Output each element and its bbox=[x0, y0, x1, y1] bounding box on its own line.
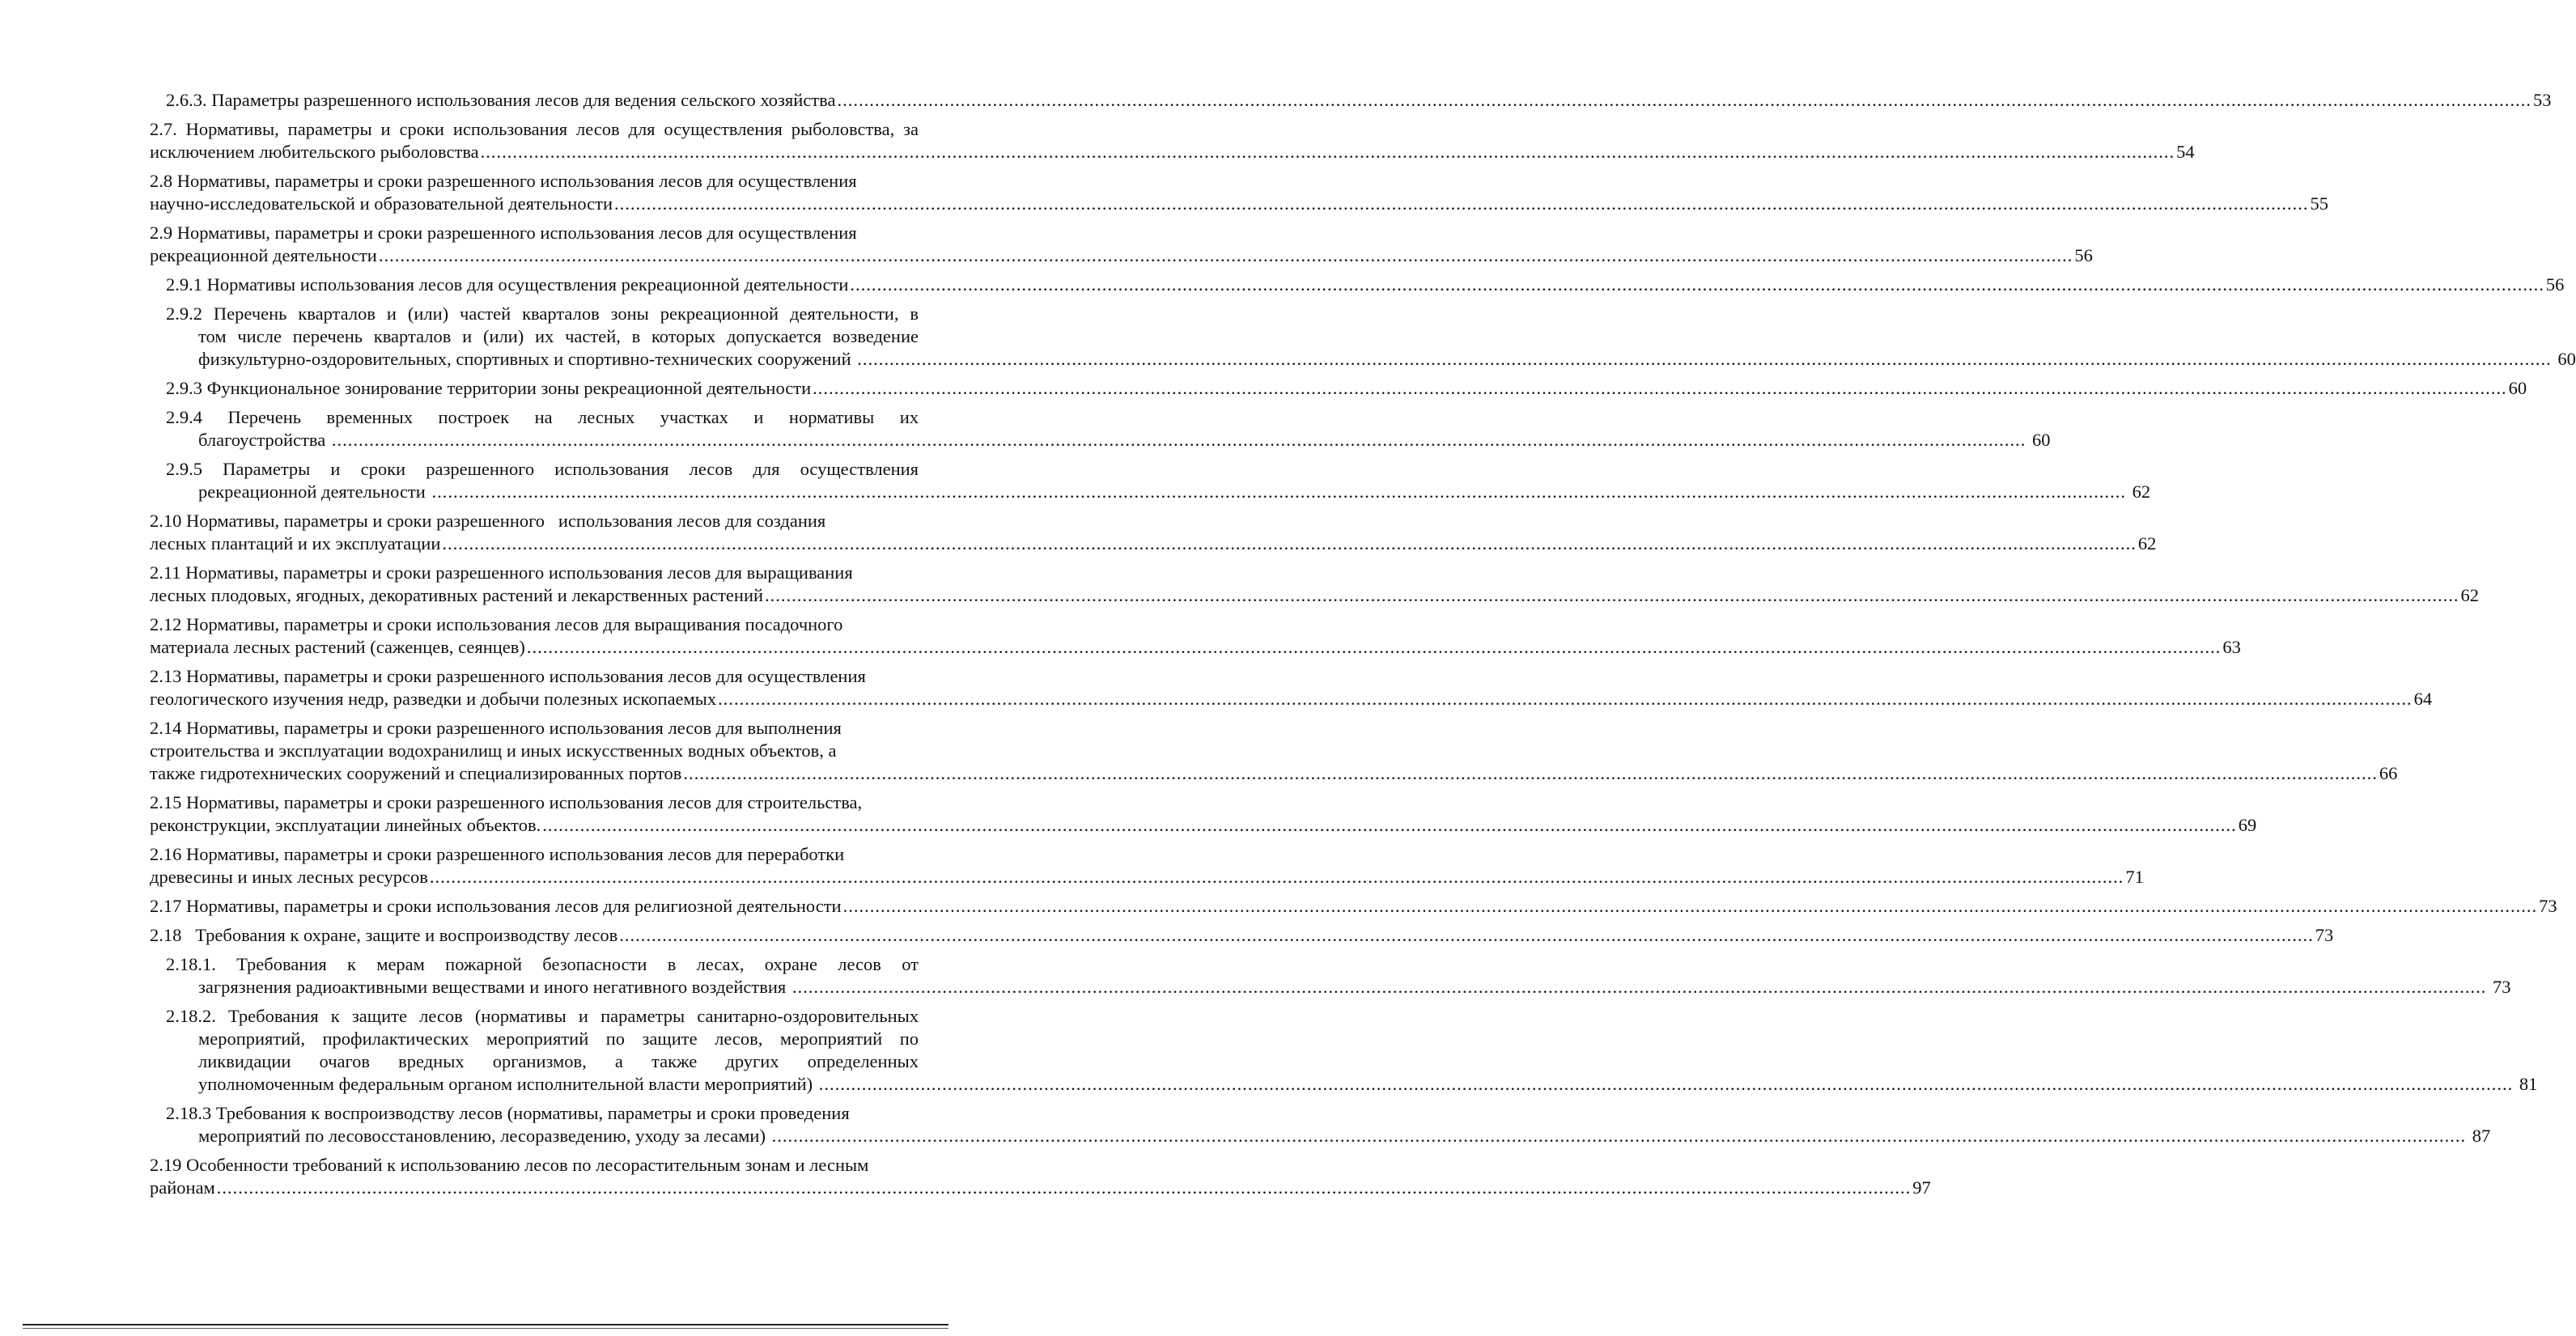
dot-leader bbox=[379, 244, 2073, 267]
dot-leader bbox=[217, 1177, 1912, 1199]
toc-entry-title-continued: геологического изучения недр, разведки и добычи полезных ископаемых bbox=[150, 689, 717, 709]
toc-entry-title: 2.17 Нормативы, параметры и сроки использования лесов для религиозной деятельности bbox=[150, 896, 842, 916]
toc-entry-last-line bbox=[150, 532, 2157, 555]
toc-entry-last-line bbox=[166, 89, 2552, 112]
toc-entry-last-line bbox=[150, 762, 2398, 785]
toc-entry[interactable] bbox=[150, 843, 2144, 889]
toc-entry-title-continued: реконструкции, эксплуатации линейных объектов. bbox=[150, 815, 541, 835]
toc-page-number: 55 bbox=[2310, 193, 2329, 214]
toc-entry-last-line bbox=[166, 481, 2151, 503]
toc-page-number: 73 bbox=[2315, 925, 2334, 945]
toc-entry-title-continued: мероприятий, профилактических мероприятий по защите лесов, мероприятий по bbox=[198, 1029, 919, 1049]
dot-leader bbox=[332, 430, 2026, 450]
toc-entry-last-line bbox=[166, 1125, 2491, 1147]
toc-entry-last-line bbox=[150, 814, 2257, 837]
toc-entry-title-continued: лесных плодовых, ягодных, декоративных растений и лекарственных растений bbox=[150, 585, 764, 605]
toc-page-number: 87 bbox=[2472, 1126, 2491, 1146]
dot-leader bbox=[614, 193, 2309, 215]
dot-leader bbox=[527, 636, 2222, 659]
toc-entry-title-continued: древесины и иных лесных ресурсов bbox=[150, 867, 428, 887]
dot-leader bbox=[718, 688, 2413, 710]
toc-entry-title: 2.9.4 Перечень временных построек на лесных участках и нормативы их bbox=[166, 407, 919, 427]
toc-entry-last-line bbox=[166, 1073, 2538, 1096]
toc-entry[interactable] bbox=[150, 510, 2157, 555]
toc-page-number: 53 bbox=[2532, 90, 2552, 110]
toc-entry[interactable] bbox=[150, 791, 2257, 837]
dot-leader bbox=[772, 1126, 2467, 1146]
toc-entry-title-continued: лесных плантаций и их эксплуатации bbox=[150, 533, 441, 553]
dot-leader bbox=[430, 866, 2124, 889]
toc-entry-title-continued: ликвидации очагов вредных организмов, а также других определенных bbox=[198, 1051, 919, 1071]
toc-entry-last-line bbox=[166, 377, 2527, 400]
toc-page-number: 71 bbox=[2125, 867, 2144, 887]
toc-entry-last-line bbox=[150, 193, 2329, 215]
toc-page-number: 62 bbox=[2132, 481, 2151, 502]
toc-entry-title: 2.12 Нормативы, параметры и сроки использования лесов для выращивания посадочного bbox=[150, 614, 843, 634]
toc-page-number: 56 bbox=[2545, 274, 2565, 295]
toc-entry[interactable] bbox=[150, 377, 2527, 400]
toc-entry-title-continued: уполномоченным федеральным органом исполнительной власти мероприятий) bbox=[198, 1074, 813, 1094]
toc-entry-last-line bbox=[150, 636, 2241, 659]
toc-entry-last-line bbox=[150, 244, 2093, 267]
toc-entry-title: 2.14 Нормативы, параметры и сроки разрешенного использования лесов для выполнения bbox=[150, 718, 842, 738]
toc-entry-title-continued: районам bbox=[150, 1177, 215, 1198]
toc-entry-title: 2.18.1. Требования к мерам пожарной безопасности в лесах, охране лесов от bbox=[166, 954, 919, 974]
footer-rule bbox=[23, 1324, 948, 1325]
toc-entry-title-continued: физкультурно-оздоровительных, спортивных и спортивно-технических сооружений bbox=[198, 349, 851, 369]
toc-entry-title-continued: научно-исследовательской и образовательной деятельности bbox=[150, 193, 613, 214]
toc-entry-title: 2.9.1 Нормативы использования лесов для осуществления рекреационной деятельности bbox=[166, 274, 849, 295]
toc-entry-title-continued: материала лесных растений (саженцев, сеянцев) bbox=[150, 637, 525, 657]
dot-leader bbox=[857, 349, 2552, 369]
toc-entry[interactable] bbox=[150, 222, 2093, 267]
toc-entry-title-continued: загрязнения радиоактивными веществами и иного негативного воздействия bbox=[198, 977, 787, 997]
toc-entry-title: 2.19 Особенности требований к использованию лесов по лесорастительным зонам и лесным bbox=[150, 1155, 869, 1175]
dot-leader bbox=[819, 1074, 2514, 1094]
toc-entry[interactable] bbox=[150, 924, 2334, 947]
toc-entry-title: 2.16 Нормативы, параметры и сроки разрешенного использования лесов для переработки bbox=[150, 844, 845, 864]
toc-entry[interactable] bbox=[150, 1154, 1931, 1199]
toc-entry-last-line bbox=[150, 688, 2433, 710]
toc-entry-title: 2.7. Нормативы, параметры и сроки использования лесов для осуществления рыболовства, за bbox=[150, 119, 919, 139]
dot-leader bbox=[813, 377, 2507, 400]
dot-leader bbox=[765, 584, 2459, 607]
toc-page-number: 60 bbox=[2031, 430, 2051, 450]
toc-page-number: 69 bbox=[2238, 815, 2257, 835]
toc-page-number: 56 bbox=[2074, 245, 2093, 265]
toc-entry-last-line bbox=[150, 1177, 1931, 1199]
toc-entry[interactable] bbox=[150, 274, 2565, 296]
dot-leader bbox=[431, 481, 2126, 502]
toc-entry-title: 2.13 Нормативы, параметры и сроки разрешенного использования лесов для осуществления bbox=[150, 666, 866, 686]
toc-entry[interactable] bbox=[150, 1005, 2538, 1096]
toc-entry[interactable] bbox=[150, 665, 2433, 710]
toc-page-number: 97 bbox=[1912, 1177, 1931, 1198]
dot-leader bbox=[843, 895, 2538, 918]
dot-leader bbox=[481, 141, 2175, 163]
toc-entry-title-continued: также гидротехнических сооружений и специализированных портов bbox=[150, 763, 682, 783]
toc-page-number: 66 bbox=[2379, 763, 2398, 783]
toc-entry[interactable] bbox=[150, 89, 2552, 112]
toc-page-number: 63 bbox=[2222, 637, 2241, 657]
toc-entry-title-continued: рекреационной деятельности bbox=[150, 245, 377, 265]
table-of-contents bbox=[150, 89, 2576, 1206]
toc-page-number: 62 bbox=[2137, 533, 2157, 553]
toc-entry-title: 2.11 Нормативы, параметры и сроки разрешенного использования лесов для выращивания bbox=[150, 562, 853, 583]
toc-entry-title: 2.10 Нормативы, параметры и сроки разрешенного использования лесов для создания bbox=[150, 511, 826, 531]
footer-rule-thin bbox=[23, 1328, 948, 1329]
toc-entry-title: 2.15 Нормативы, параметры и сроки разрешенного использования лесов для строительства, bbox=[150, 792, 863, 812]
dot-leader bbox=[619, 924, 2314, 947]
toc-entry-title: 2.9.2 Перечень кварталов и (или) частей кварталов зоны рекреационной деятельности, в bbox=[166, 303, 919, 324]
toc-entry-title: 2.9.5 Параметры и сроки разрешенного использования лесов для осуществления bbox=[166, 459, 919, 479]
dot-leader bbox=[837, 89, 2531, 112]
toc-entry-last-line bbox=[150, 895, 2557, 918]
toc-entry-title: 2.9.3 Функциональное зонирование территории зоны рекреационной деятельности bbox=[166, 378, 812, 398]
toc-page-number: 73 bbox=[2539, 896, 2557, 916]
toc-entry[interactable] bbox=[150, 1102, 2491, 1147]
toc-entry-title-continued: строительства и эксплуатации водохранилищ и иных искусственных водных объектов, а bbox=[150, 740, 837, 761]
toc-entry-last-line bbox=[166, 274, 2565, 296]
toc-page-number: 81 bbox=[2519, 1074, 2538, 1094]
dot-leader bbox=[542, 814, 2237, 837]
toc-entry-title-continued: мероприятий по лесовосстановлению, лесоразведению, уходу за лесами) bbox=[198, 1126, 766, 1146]
toc-entry-title-continued: благоустройства bbox=[198, 430, 326, 450]
toc-entry[interactable] bbox=[150, 562, 2480, 607]
toc-entry-last-line bbox=[166, 429, 2051, 452]
toc-entry-title: 2.8 Нормативы, параметры и сроки разрешенного использования лесов для осуществления bbox=[150, 171, 857, 191]
dot-leader bbox=[792, 977, 2487, 997]
toc-entry-last-line bbox=[166, 348, 2576, 371]
toc-entry-title: 2.9 Нормативы, параметры и сроки разрешенного использования лесов для осуществления bbox=[150, 223, 857, 243]
toc-entry[interactable] bbox=[150, 406, 2051, 452]
toc-entry-last-line bbox=[150, 141, 2195, 163]
dot-leader bbox=[442, 532, 2137, 555]
toc-page-number: 54 bbox=[2176, 142, 2195, 162]
toc-entry-last-line bbox=[150, 584, 2480, 607]
toc-page-number: 64 bbox=[2413, 689, 2433, 709]
toc-entry[interactable] bbox=[150, 895, 2557, 918]
toc-entry[interactable] bbox=[150, 303, 2576, 371]
toc-entry-title: 2.6.3. Параметры разрешенного использования лесов для ведения сельского хозяйства bbox=[166, 90, 836, 110]
toc-entry-title: 2.18.3 Требования к воспроизводству лесов (нормативы, параметры и сроки проведения bbox=[166, 1103, 850, 1123]
toc-entry-title-continued: рекреационной деятельности bbox=[198, 481, 426, 502]
toc-entry[interactable] bbox=[150, 170, 2329, 215]
toc-entry-title-continued: исключением любительского рыболовства bbox=[150, 142, 479, 162]
toc-page-number: 62 bbox=[2460, 585, 2480, 605]
toc-page-number: 73 bbox=[2493, 977, 2511, 997]
toc-page-number: 60 bbox=[2557, 349, 2576, 369]
dot-leader bbox=[683, 762, 2378, 785]
toc-page-number: 60 bbox=[2508, 378, 2527, 398]
toc-entry-last-line bbox=[150, 924, 2334, 947]
toc-entry-last-line bbox=[150, 866, 2144, 889]
toc-entry[interactable] bbox=[150, 458, 2151, 503]
toc-entry-title: 2.18.2. Требования к защите лесов (нормативы и параметры санитарно-оздоровительных bbox=[166, 1006, 919, 1026]
toc-entry-title: 2.18 Требования к охране, защите и воспроизводству лесов bbox=[150, 925, 618, 945]
toc-entry-title-continued: том числе перечень кварталов и (или) их частей, в которых допускается возведение bbox=[198, 326, 919, 346]
toc-entry[interactable] bbox=[150, 717, 2398, 785]
toc-entry-last-line bbox=[166, 976, 2511, 999]
toc-entry[interactable] bbox=[150, 613, 2241, 659]
toc-entry[interactable] bbox=[150, 953, 2511, 999]
dot-leader bbox=[850, 274, 2544, 296]
toc-entry[interactable] bbox=[150, 118, 2195, 163]
